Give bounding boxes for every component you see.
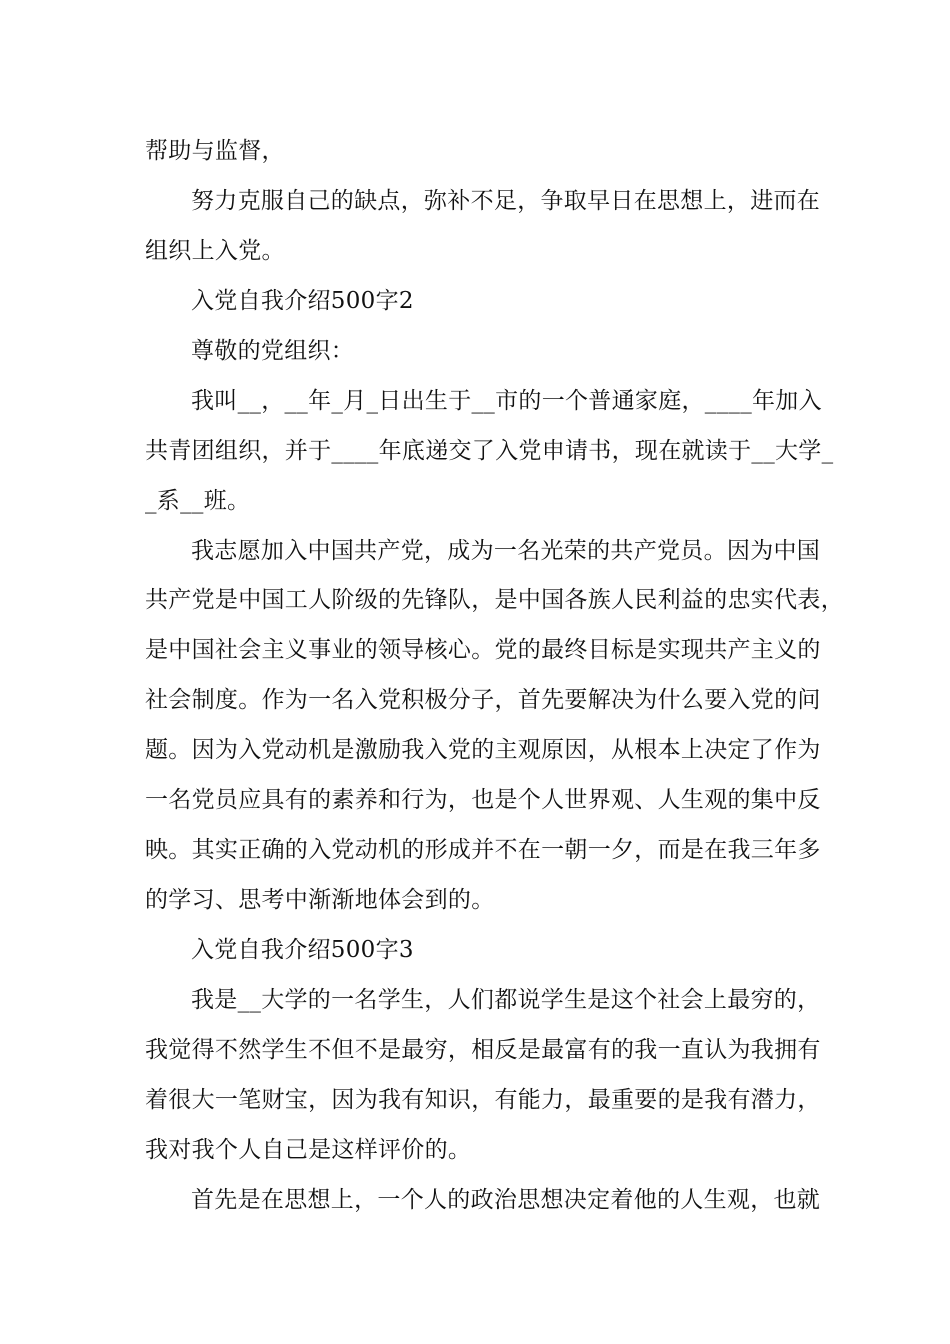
text-line: 我觉得不然学生不但不是最穷，相反是最富有的我一直认为我拥有 <box>145 1037 821 1063</box>
section-heading: 入党自我介绍500字3 <box>191 937 414 963</box>
paragraph-start: 首先是在思想上，一个人的政治思想决定着他的人生观，也就 <box>191 1187 821 1213</box>
paragraph-start: 我志愿加入中国共产党，成为一名光荣的共产党员。因为中国 <box>191 538 821 564</box>
text-line: 的学习、思考中渐渐地体会到的。 <box>145 887 495 913</box>
text-line: _系__班。 <box>145 488 251 514</box>
text-line: 我对我个人自己是这样评价的。 <box>145 1137 472 1163</box>
paragraph-start: 努力克服自己的缺点，弥补不足，争取早日在思想上，进而在 <box>191 188 821 214</box>
text-line: 组织上入党。 <box>145 238 285 264</box>
text-line: 映。其实正确的入党动机的形成并不在一朝一夕，而是在我三年多 <box>145 837 821 863</box>
text-line: 社会制度。作为一名入党积极分子，首先要解决为什么要入党的问 <box>145 687 821 713</box>
text-line: 是中国社会主义事业的领导核心。党的最终目标是实现共产主义的 <box>145 637 821 663</box>
salutation: 尊敬的党组织： <box>191 338 355 364</box>
text-line: 着很大一笔财宝，因为我有知识，有能力，最重要的是我有潜力， <box>145 1087 821 1113</box>
text-line: 帮助与监督， <box>145 138 285 164</box>
section-heading: 入党自我介绍500字2 <box>191 288 414 314</box>
text-line: 共青团组织，并于____年底递交了入党申请书，现在就读于__大学_ <box>145 438 834 464</box>
text-line: 一名党员应具有的素养和行为，也是个人世界观、人生观的集中反 <box>145 787 821 813</box>
paragraph-start: 我叫__，__年_月_日出生于__市的一个普通家庭，____年加入 <box>191 388 822 414</box>
paragraph-start: 我是__大学的一名学生，人们都说学生是这个社会上最穷的， <box>191 987 821 1013</box>
text-line: 题。因为入党动机是激励我入党的主观原因，从根本上决定了作为 <box>145 737 821 763</box>
text-line: 共产党是中国工人阶级的先锋队，是中国各族人民利益的忠实代表， <box>145 587 844 613</box>
